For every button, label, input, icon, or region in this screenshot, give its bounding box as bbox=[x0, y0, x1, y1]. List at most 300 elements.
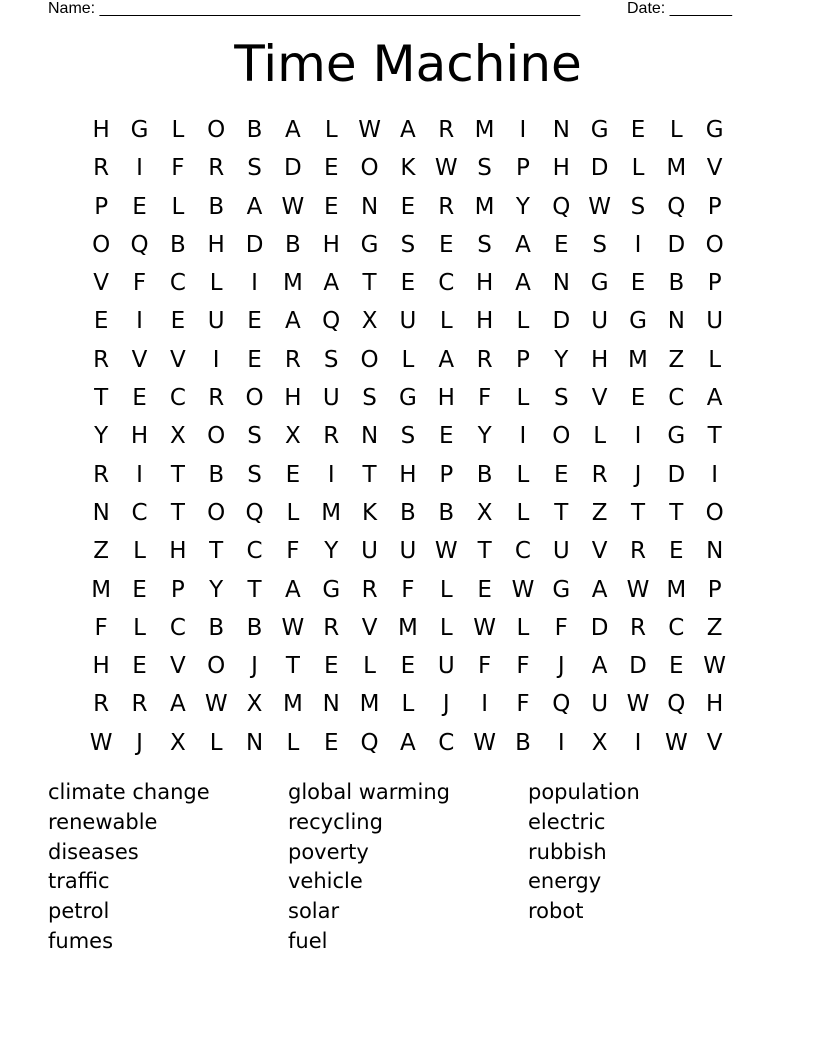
grid-row bbox=[82, 302, 734, 340]
grid-letter[interactable]: Y bbox=[94, 423, 109, 450]
grid-letter[interactable]: L bbox=[171, 193, 185, 220]
grid-letter[interactable]: G bbox=[360, 231, 379, 258]
grid-letter[interactable]: S bbox=[592, 231, 607, 258]
grid-letter[interactable]: E bbox=[170, 308, 186, 335]
grid-letter[interactable]: G bbox=[322, 576, 341, 603]
grid-letter[interactable]: Y bbox=[324, 538, 339, 565]
grid-letter[interactable]: U bbox=[207, 308, 225, 335]
grid-letter[interactable]: O bbox=[207, 653, 226, 680]
grid-letter[interactable]: E bbox=[400, 653, 416, 680]
grid-letter[interactable]: H bbox=[552, 155, 570, 182]
grid-letter[interactable]: R bbox=[323, 423, 340, 450]
grid-letter[interactable]: R bbox=[361, 576, 378, 603]
grid-letter[interactable]: C bbox=[131, 499, 148, 526]
grid-letter[interactable]: I bbox=[634, 231, 642, 258]
grid-letter[interactable]: T bbox=[285, 653, 300, 680]
grid-letter[interactable]: B bbox=[208, 614, 225, 641]
grid-letter[interactable]: H bbox=[475, 270, 494, 297]
grid-letter[interactable]: V bbox=[361, 614, 378, 641]
grid-letter[interactable]: O bbox=[207, 117, 226, 143]
grid-letter[interactable]: V bbox=[131, 346, 148, 373]
grid-letter[interactable]: W bbox=[626, 576, 650, 603]
grid-letter[interactable]: D bbox=[667, 461, 686, 488]
grid-letter[interactable]: B bbox=[400, 499, 416, 526]
grid-letter[interactable]: R bbox=[284, 346, 301, 373]
grid-letter[interactable]: P bbox=[516, 346, 530, 373]
grid-letter[interactable]: W bbox=[204, 691, 228, 718]
grid-letter[interactable]: S bbox=[362, 385, 377, 412]
grid-letter[interactable]: E bbox=[438, 231, 454, 258]
grid-letter[interactable]: N bbox=[245, 729, 264, 756]
grid-letter[interactable]: I bbox=[519, 423, 527, 450]
grid-letter[interactable]: S bbox=[247, 461, 262, 488]
grid-letter[interactable]: C bbox=[514, 538, 531, 565]
grid-letter[interactable]: I bbox=[136, 155, 143, 182]
grid-letter[interactable]: I bbox=[251, 270, 258, 297]
grid-letter[interactable]: C bbox=[169, 385, 186, 412]
grid-letter[interactable]: E bbox=[630, 270, 646, 297]
grid-letter[interactable]: W bbox=[664, 729, 688, 756]
grid-letter[interactable]: O bbox=[207, 423, 226, 450]
grid-letter[interactable]: T bbox=[630, 499, 646, 526]
grid-letter[interactable]: E bbox=[247, 346, 262, 373]
grid-letter[interactable]: M bbox=[359, 691, 380, 718]
grid-letter[interactable]: N bbox=[667, 308, 685, 335]
grid-letter[interactable]: R bbox=[93, 691, 110, 718]
grid-letter[interactable]: S bbox=[323, 346, 339, 373]
grid-letter[interactable]: A bbox=[246, 193, 263, 220]
date-field[interactable]: Date: _______ bbox=[627, 0, 732, 17]
grid-letter[interactable]: M bbox=[91, 576, 112, 603]
grid-letter[interactable]: L bbox=[593, 423, 607, 450]
grid-letter[interactable]: A bbox=[438, 346, 455, 373]
grid-letter[interactable]: P bbox=[516, 155, 530, 182]
grid-letter[interactable]: Q bbox=[552, 193, 571, 220]
grid-letter[interactable]: U bbox=[437, 653, 455, 680]
grid-letter[interactable]: R bbox=[93, 461, 110, 488]
grid-letter[interactable]: U bbox=[361, 538, 378, 565]
grid-letter[interactable]: H bbox=[437, 385, 455, 412]
grid-letter[interactable]: U bbox=[591, 308, 609, 335]
grid-letter[interactable]: K bbox=[362, 499, 378, 526]
grid-letter[interactable]: L bbox=[133, 538, 146, 565]
grid-letter[interactable]: W bbox=[473, 614, 496, 641]
grid-letter[interactable]: G bbox=[705, 117, 724, 143]
grid-letter[interactable]: B bbox=[515, 729, 531, 756]
grid-letter[interactable]: R bbox=[438, 193, 455, 220]
grid-letter[interactable]: F bbox=[94, 614, 108, 641]
grid-letter[interactable]: E bbox=[669, 538, 684, 565]
grid-letter[interactable]: Z bbox=[93, 538, 110, 565]
grid-letter[interactable]: J bbox=[442, 691, 450, 718]
grid-letter[interactable]: A bbox=[285, 308, 301, 335]
grid-row bbox=[82, 571, 734, 609]
grid-letter[interactable]: R bbox=[208, 385, 225, 412]
grid-letter[interactable]: X bbox=[476, 499, 493, 526]
grid-letter[interactable]: A bbox=[400, 729, 416, 756]
grid-letter[interactable]: N bbox=[360, 193, 379, 220]
grid-letter[interactable]: Y bbox=[554, 346, 569, 373]
grid-letter[interactable]: S bbox=[630, 193, 646, 220]
grid-letter[interactable]: J bbox=[251, 653, 258, 680]
grid-letter[interactable]: V bbox=[706, 729, 723, 756]
grid-letter[interactable]: L bbox=[209, 729, 223, 756]
grid-letter[interactable]: L bbox=[516, 499, 530, 526]
grid-letter[interactable]: F bbox=[516, 691, 530, 718]
grid-letter[interactable]: S bbox=[477, 231, 492, 258]
grid-letter[interactable]: H bbox=[207, 231, 225, 258]
grid-letter[interactable]: H bbox=[322, 231, 340, 258]
grid-letter[interactable]: E bbox=[630, 117, 646, 143]
grid-letter[interactable]: D bbox=[284, 155, 302, 182]
grid-letter[interactable]: Q bbox=[667, 691, 686, 718]
grid-letter[interactable]: X bbox=[591, 729, 608, 756]
grid-letter[interactable]: P bbox=[707, 576, 722, 603]
grid-letter[interactable]: I bbox=[557, 729, 565, 756]
grid-letter[interactable]: I bbox=[136, 308, 143, 335]
grid-letter[interactable]: J bbox=[136, 729, 143, 756]
grid-letter[interactable]: W bbox=[511, 576, 535, 603]
grid-letter[interactable]: G bbox=[629, 308, 647, 335]
grid-letter[interactable]: Y bbox=[209, 576, 224, 603]
grid-letter[interactable]: G bbox=[590, 270, 609, 297]
grid-letter[interactable]: B bbox=[668, 270, 685, 297]
grid-letter[interactable]: E bbox=[554, 461, 569, 488]
grid-letter[interactable]: W bbox=[473, 729, 496, 756]
grid-letter[interactable]: R bbox=[93, 155, 110, 182]
grid-letter[interactable]: T bbox=[707, 423, 722, 450]
grid-letter[interactable]: L bbox=[708, 346, 722, 373]
grid-letter[interactable]: C bbox=[668, 614, 685, 641]
grid-letter[interactable]: L bbox=[516, 385, 530, 412]
grid-letter[interactable]: A bbox=[285, 117, 301, 143]
grid-letter[interactable]: E bbox=[132, 385, 147, 412]
grid-letter[interactable]: A bbox=[285, 576, 301, 603]
grid-letter[interactable]: B bbox=[246, 614, 263, 641]
grid-letter[interactable]: W bbox=[434, 155, 458, 182]
grid-letter[interactable]: L bbox=[669, 117, 683, 143]
name-field[interactable]: Name: ______________________________________________________ bbox=[48, 0, 581, 17]
grid-letter[interactable]: E bbox=[323, 653, 339, 680]
grid-letter[interactable]: Y bbox=[477, 423, 492, 450]
grid-letter[interactable]: L bbox=[516, 308, 530, 335]
grid-letter[interactable]: V bbox=[169, 346, 186, 373]
grid-letter[interactable]: U bbox=[322, 385, 340, 412]
grid-letter[interactable]: E bbox=[669, 653, 684, 680]
grid-letter[interactable]: M bbox=[397, 614, 418, 641]
grid-letter[interactable]: M bbox=[282, 691, 303, 718]
grid-letter[interactable]: E bbox=[323, 155, 339, 182]
grid-letter[interactable]: F bbox=[171, 155, 185, 182]
grid-letter[interactable]: A bbox=[515, 231, 531, 258]
grid-letter[interactable]: C bbox=[169, 270, 186, 297]
grid-letter[interactable]: A bbox=[591, 576, 608, 603]
grid-letter[interactable]: W bbox=[358, 117, 381, 143]
grid-letter[interactable]: L bbox=[516, 614, 530, 641]
word-bank-item: energy bbox=[528, 869, 602, 894]
grid-letter[interactable]: H bbox=[130, 423, 149, 450]
grid-letter[interactable]: F bbox=[132, 270, 147, 297]
grid-letter[interactable]: U bbox=[552, 538, 570, 565]
grid-letter[interactable]: G bbox=[667, 423, 686, 450]
grid-letter[interactable]: B bbox=[285, 231, 301, 258]
grid-letter[interactable]: T bbox=[669, 499, 684, 526]
grid-letter[interactable]: I bbox=[212, 346, 220, 373]
grid-letter[interactable]: B bbox=[208, 193, 225, 220]
grid-letter[interactable]: H bbox=[399, 461, 417, 488]
grid-letter[interactable]: X bbox=[169, 729, 186, 756]
grid-letter[interactable]: X bbox=[285, 423, 301, 450]
grid-letter[interactable]: G bbox=[552, 576, 571, 603]
grid-letter[interactable]: L bbox=[439, 308, 453, 335]
grid-letter[interactable]: F bbox=[516, 653, 530, 680]
grid-letter[interactable]: H bbox=[169, 538, 187, 565]
grid-letter[interactable]: M bbox=[628, 346, 648, 373]
grid-letter[interactable]: R bbox=[591, 461, 608, 488]
grid-letter[interactable]: N bbox=[552, 270, 570, 297]
grid-letter[interactable]: H bbox=[590, 346, 609, 373]
grid-letter[interactable]: I bbox=[711, 461, 719, 488]
grid-letter[interactable]: M bbox=[666, 155, 687, 182]
grid-letter[interactable]: G bbox=[590, 117, 609, 143]
grid-letter[interactable]: Q bbox=[245, 499, 264, 526]
grid-letter[interactable]: W bbox=[703, 653, 727, 680]
grid-letter[interactable]: M bbox=[321, 499, 342, 526]
grid-letter[interactable]: P bbox=[94, 193, 109, 220]
grid-letter[interactable]: O bbox=[245, 385, 264, 412]
grid-letter[interactable]: W bbox=[626, 691, 650, 718]
grid-letter[interactable]: R bbox=[438, 117, 455, 143]
grid-letter[interactable]: E bbox=[247, 308, 262, 335]
grid-letter[interactable]: S bbox=[247, 155, 262, 182]
grid-letter[interactable]: H bbox=[475, 308, 494, 335]
grid-letter[interactable]: L bbox=[324, 117, 338, 143]
grid-letter[interactable]: T bbox=[554, 499, 569, 526]
grid-letter[interactable]: Q bbox=[130, 231, 149, 258]
grid-letter[interactable]: U bbox=[399, 538, 417, 565]
grid-letter[interactable]: N bbox=[552, 117, 570, 143]
grid-letter[interactable]: O bbox=[207, 499, 226, 526]
grid-letter[interactable]: L bbox=[439, 614, 453, 641]
grid-row bbox=[82, 494, 734, 532]
grid-letter[interactable]: H bbox=[284, 385, 302, 412]
grid-letter[interactable]: G bbox=[130, 117, 149, 143]
grid-letter[interactable]: Z bbox=[668, 346, 685, 373]
grid-letter[interactable]: E bbox=[93, 308, 109, 335]
grid-letter[interactable]: C bbox=[668, 385, 685, 412]
grid-letter[interactable]: E bbox=[132, 653, 147, 680]
grid-letter[interactable]: A bbox=[400, 117, 416, 143]
grid-letter[interactable]: A bbox=[515, 270, 531, 297]
grid-letter[interactable]: I bbox=[136, 461, 143, 488]
grid-letter[interactable]: R bbox=[208, 155, 225, 182]
grid-letter[interactable]: Q bbox=[322, 308, 341, 335]
grid-letter[interactable]: Q bbox=[667, 193, 686, 220]
grid-letter[interactable]: B bbox=[476, 461, 493, 488]
grid-letter[interactable]: L bbox=[401, 691, 415, 718]
grid-letter[interactable]: Z bbox=[591, 499, 608, 526]
grid-letter[interactable]: L bbox=[133, 614, 146, 641]
grid-letter[interactable]: K bbox=[400, 155, 416, 182]
grid-letter[interactable]: H bbox=[92, 117, 110, 143]
grid-letter[interactable]: S bbox=[400, 231, 416, 258]
grid-letter[interactable]: B bbox=[208, 461, 225, 488]
grid-letter[interactable]: X bbox=[361, 308, 378, 335]
grid-letter[interactable]: O bbox=[360, 155, 379, 182]
grid-letter[interactable]: P bbox=[170, 576, 185, 603]
grid-letter[interactable]: I bbox=[327, 461, 335, 488]
grid-letter[interactable]: W bbox=[89, 729, 113, 756]
grid-letter[interactable]: C bbox=[438, 270, 455, 297]
grid-letter[interactable]: I bbox=[519, 117, 527, 143]
grid-letter[interactable]: N bbox=[360, 423, 379, 450]
grid-letter[interactable]: L bbox=[363, 653, 376, 680]
grid-letter[interactable]: V bbox=[591, 385, 608, 412]
grid-letter[interactable]: R bbox=[323, 614, 340, 641]
grid-letter[interactable]: H bbox=[92, 653, 110, 680]
grid-letter[interactable]: P bbox=[707, 193, 722, 220]
grid-letter[interactable]: E bbox=[438, 423, 454, 450]
grid-letter[interactable]: V bbox=[706, 155, 723, 182]
grid-letter[interactable]: P bbox=[707, 270, 722, 297]
grid-letter[interactable]: E bbox=[630, 385, 646, 412]
grid-letter[interactable]: E bbox=[554, 231, 569, 258]
grid-letter[interactable]: D bbox=[552, 308, 571, 335]
grid-letter[interactable]: E bbox=[132, 576, 147, 603]
grid-letter[interactable]: M bbox=[666, 576, 687, 603]
grid-letter[interactable]: E bbox=[285, 461, 301, 488]
grid-row bbox=[82, 264, 734, 302]
word-bank-column bbox=[288, 778, 528, 957]
grid-letter[interactable]: T bbox=[362, 270, 377, 297]
grid-letter[interactable]: O bbox=[705, 231, 724, 258]
grid-letter[interactable]: V bbox=[591, 538, 608, 565]
grid-letter[interactable]: T bbox=[94, 385, 109, 412]
grid-letter[interactable]: P bbox=[439, 461, 454, 488]
grid-letter[interactable]: E bbox=[400, 193, 416, 220]
grid-letter[interactable]: U bbox=[591, 691, 609, 718]
grid-letter[interactable]: J bbox=[634, 461, 642, 488]
grid-letter[interactable]: T bbox=[170, 499, 185, 526]
grid-letter[interactable]: O bbox=[705, 499, 724, 526]
grid-letter[interactable]: F bbox=[477, 653, 492, 680]
grid-letter[interactable]: M bbox=[282, 270, 303, 297]
grid-letter[interactable]: T bbox=[362, 461, 377, 488]
grid-letter[interactable]: Z bbox=[706, 614, 723, 641]
grid-letter[interactable]: O bbox=[360, 346, 379, 373]
grid-letter[interactable]: V bbox=[169, 653, 186, 680]
grid-letter[interactable]: C bbox=[169, 614, 186, 641]
grid-letter[interactable]: U bbox=[706, 308, 724, 335]
grid-letter[interactable]: E bbox=[400, 270, 416, 297]
grid-letter[interactable]: I bbox=[481, 691, 488, 718]
grid-letter[interactable]: F bbox=[286, 538, 300, 565]
grid-letter[interactable]: F bbox=[477, 385, 492, 412]
grid-letter[interactable]: L bbox=[439, 576, 453, 603]
grid-letter[interactable]: D bbox=[667, 231, 686, 258]
grid-letter[interactable]: R bbox=[93, 346, 110, 373]
grid-letter[interactable]: N bbox=[92, 499, 110, 526]
grid-letter[interactable]: T bbox=[247, 576, 262, 603]
grid-letter[interactable]: C bbox=[246, 538, 263, 565]
grid-letter[interactable]: S bbox=[477, 155, 492, 182]
grid-letter[interactable]: B bbox=[246, 117, 263, 143]
grid-letter[interactable]: T bbox=[170, 461, 185, 488]
grid-letter[interactable]: A bbox=[591, 653, 608, 680]
grid-letter[interactable]: D bbox=[245, 231, 264, 258]
grid-letter[interactable]: T bbox=[209, 538, 224, 565]
grid-letter[interactable]: T bbox=[477, 538, 492, 565]
grid-letter[interactable]: E bbox=[477, 576, 492, 603]
grid-letter[interactable]: H bbox=[706, 691, 724, 718]
grid-letter[interactable]: U bbox=[399, 308, 417, 335]
grid-letter[interactable]: I bbox=[634, 729, 642, 756]
grid-letter[interactable]: S bbox=[553, 385, 569, 412]
grid-letter[interactable]: W bbox=[281, 614, 305, 641]
grid-letter[interactable]: L bbox=[516, 461, 530, 488]
grid-letter[interactable]: E bbox=[323, 729, 339, 756]
word-bank-item: fuel bbox=[288, 928, 328, 953]
grid-letter[interactable]: L bbox=[209, 270, 223, 297]
grid-letter[interactable]: R bbox=[629, 538, 646, 565]
grid-letter[interactable]: D bbox=[629, 653, 647, 680]
grid-letter[interactable]: V bbox=[93, 270, 110, 297]
grid-letter[interactable]: F bbox=[401, 576, 415, 603]
grid-letter[interactable]: L bbox=[286, 499, 300, 526]
grid-letter[interactable]: A bbox=[169, 691, 186, 718]
grid-row bbox=[82, 149, 734, 187]
grid-letter[interactable]: D bbox=[590, 155, 609, 182]
grid-letter[interactable]: X bbox=[246, 691, 263, 718]
grid-letter[interactable]: R bbox=[629, 614, 646, 641]
grid-letter[interactable]: F bbox=[554, 614, 568, 641]
grid-letter[interactable]: R bbox=[131, 691, 148, 718]
grid-letter[interactable]: W bbox=[434, 538, 458, 565]
grid-letter[interactable]: Y bbox=[515, 193, 530, 220]
grid-letter[interactable]: Q bbox=[552, 691, 571, 718]
grid-letter[interactable]: M bbox=[474, 117, 495, 143]
word-bank-column bbox=[528, 778, 768, 957]
grid-letter[interactable]: E bbox=[323, 193, 339, 220]
grid-letter[interactable]: A bbox=[323, 270, 340, 297]
grid-letter[interactable]: O bbox=[92, 231, 111, 258]
grid-letter[interactable]: L bbox=[171, 117, 185, 143]
grid-letter[interactable]: X bbox=[169, 423, 186, 450]
grid-letter[interactable]: J bbox=[557, 653, 565, 680]
grid-letter[interactable]: S bbox=[400, 423, 416, 450]
grid-letter[interactable]: R bbox=[476, 346, 493, 373]
grid-letter[interactable]: D bbox=[590, 614, 609, 641]
grid-letter[interactable]: L bbox=[401, 346, 415, 373]
grid-letter[interactable]: B bbox=[438, 499, 455, 526]
grid-letter[interactable]: I bbox=[634, 423, 642, 450]
grid-letter[interactable]: E bbox=[132, 193, 147, 220]
grid-letter[interactable]: N bbox=[706, 538, 724, 565]
grid-letter[interactable]: N bbox=[322, 691, 340, 718]
grid-letter[interactable]: A bbox=[706, 385, 723, 412]
grid-letter[interactable]: L bbox=[631, 155, 645, 182]
grid-letter[interactable]: C bbox=[438, 729, 455, 756]
grid-letter[interactable]: L bbox=[286, 729, 300, 756]
grid-letter[interactable]: G bbox=[399, 385, 417, 412]
grid-letter[interactable]: B bbox=[169, 231, 186, 258]
grid-letter[interactable]: W bbox=[281, 193, 305, 220]
grid-letter[interactable]: O bbox=[552, 423, 571, 450]
grid-letter[interactable]: S bbox=[247, 423, 262, 450]
grid-letter[interactable]: Q bbox=[360, 729, 379, 756]
grid-letter[interactable]: M bbox=[474, 193, 495, 220]
grid-letter[interactable]: W bbox=[588, 193, 612, 220]
